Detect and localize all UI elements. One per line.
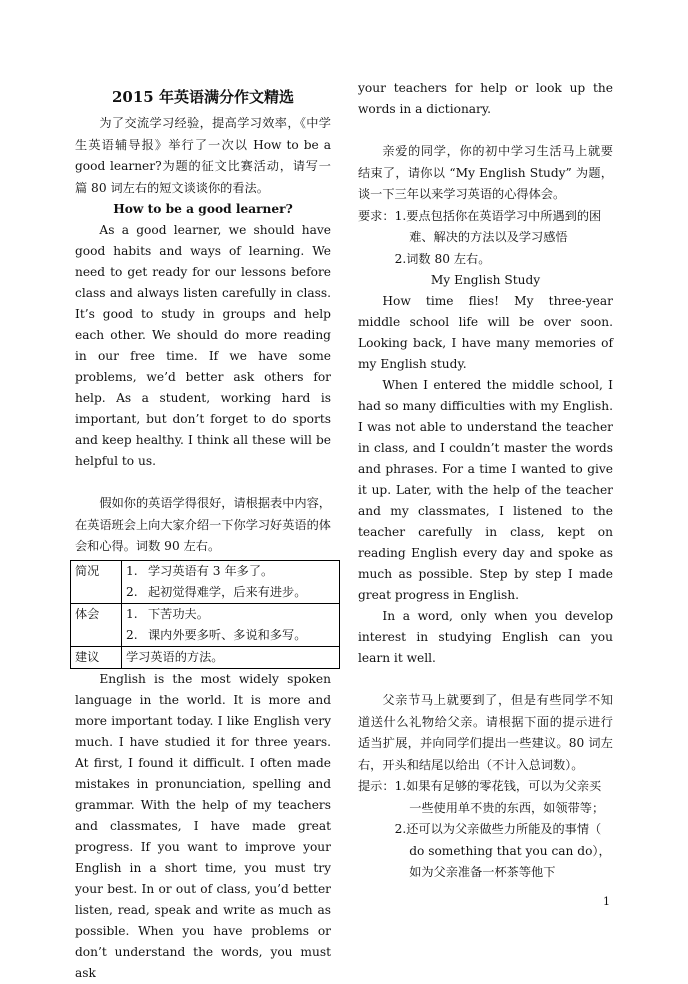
requirements <box>358 206 613 271</box>
essay-2-continued: your teachers for help or look up the words in a dictionary. <box>358 81 613 116</box>
page-title: 2015 年英语满分作文精选 <box>112 88 294 106</box>
item-number: 1. <box>126 606 138 621</box>
table-row <box>71 646 340 668</box>
list-item <box>126 604 335 625</box>
requirement-item: 2.词数 80 左右。 <box>394 251 491 266</box>
left-column <box>75 78 331 984</box>
hint-item: 2.还可以为父亲做些力所能及的事情（ do something that you can do），如为父亲准备一杯茶等他下 <box>394 822 611 879</box>
essay-3-title: My English Study <box>430 273 541 287</box>
spacer <box>358 669 613 690</box>
essay-3-paragraph: When I entered the middle school, I had so many difficulties with my English. I was not able to understand the teacher in class, and I couldn’t master the words and phrases. For a time I wanted to give it up. Later, with the help of the teacher and my classmates, I listened to the teacher carefully in class, kept on reading English every day and spoke as much as possible. Step by step I made great progress in English. <box>358 378 613 602</box>
item-text: 学习英语有 3 年多了。 <box>148 563 274 578</box>
item-text: 起初觉得难学，后来有进步。 <box>148 584 307 599</box>
hints <box>358 776 613 884</box>
item-number: 1. <box>126 563 138 578</box>
list-item <box>126 582 335 603</box>
essay-2-body: English is the most widely spoken language in the world. It is more and more important today. I like English very much. I have studied it for three years. At first, I found it difficult. I often made mistakes in pronunciation, spelling and grammar. With the help of my teachers and classmates, I have made great progress. If you want to improve your English in a short time, you must try your best. In or out of class, you’d better listen, read, speak and write as much as possible. When you have problems or don’t understand the words, you must ask <box>75 671 331 980</box>
info-table <box>70 560 340 669</box>
requirements-list <box>395 206 613 271</box>
list-item <box>126 561 335 582</box>
table-row <box>71 603 340 646</box>
table-cell <box>122 603 340 646</box>
right-column <box>358 78 613 884</box>
item-text: 课内外要多听、多说和多写。 <box>148 627 307 642</box>
task-2-prompt: 假如你的英语学得很好，请根据表中内容，在英语班会上向大家介绍一下你学习好英语的体会和心得。词数 90 左右。 <box>75 496 331 553</box>
item-text: 下苦功夫。 <box>148 606 209 621</box>
table-head-cell: 简况 <box>71 560 122 603</box>
task-1-prompt: 为了交流学习经验，提高学习效率，《中学生英语辅导报》举行了一次以 How to be a good learner?为题的征文比赛活动，请写一篇 80 词左右的短文谈谈你的看法。 <box>75 116 331 195</box>
table-row <box>71 560 340 603</box>
spacer <box>358 120 613 141</box>
list-item <box>126 625 335 646</box>
essay-1-body: As a good learner, we should have good habits and ways of learning. We need to get ready for our lessons before class and always listen carefully in class. It’s good to study in groups and help each other. We should do more reading in our free time. If we have some problems, we’d better ask others for help. As a student, working hard is important, but don’t forget to do sports and keep healthy. I think all these will be helpful to us. <box>75 223 331 468</box>
essay-1-title: How to be a good learner? <box>113 202 293 216</box>
table-head-cell: 建议 <box>71 646 122 668</box>
table-cell: 学习英语的方法。 <box>122 646 340 668</box>
task-4-prompt: 父亲节马上就要到了，但是有些同学不知道送什么礼物给父亲。请根据下面的提示进行适当扩展，并向同学们提出一些建议。80 词左右，开头和结尾以给出（不计入总词数）。 <box>358 693 613 772</box>
item-number: 2. <box>126 627 138 642</box>
requirements-label: 要求： <box>358 208 395 223</box>
table-cell <box>122 560 340 603</box>
requirement-item: 1.要点包括你在英语学习中所遇到的困难、解决的方法以及学习感悟 <box>394 208 602 244</box>
page-number: 1 <box>603 895 610 908</box>
item-number: 2. <box>126 584 138 599</box>
hints-list <box>395 776 613 884</box>
spacer <box>75 472 331 493</box>
hint-item: 1.如果有足够的零花钱，可以为父亲买一些使用单不贵的东西，如领带等； <box>394 779 605 815</box>
essay-3-paragraph: How time flies! My three-year middle school life will be over soon. Looking back, I have many memories of my English study. <box>358 294 613 371</box>
hints-label: 提示： <box>358 779 395 793</box>
task-3-prompt: 亲爱的同学，你的初中学习生活马上就要结束了，请你以 “My English Study” 为题，谈一下三年以来学习英语的心得体会。 <box>358 144 613 201</box>
table-head-cell: 体会 <box>71 603 122 646</box>
essay-3-paragraph: In a word, only when you develop interest in studying English can you learn it well. <box>358 609 613 665</box>
